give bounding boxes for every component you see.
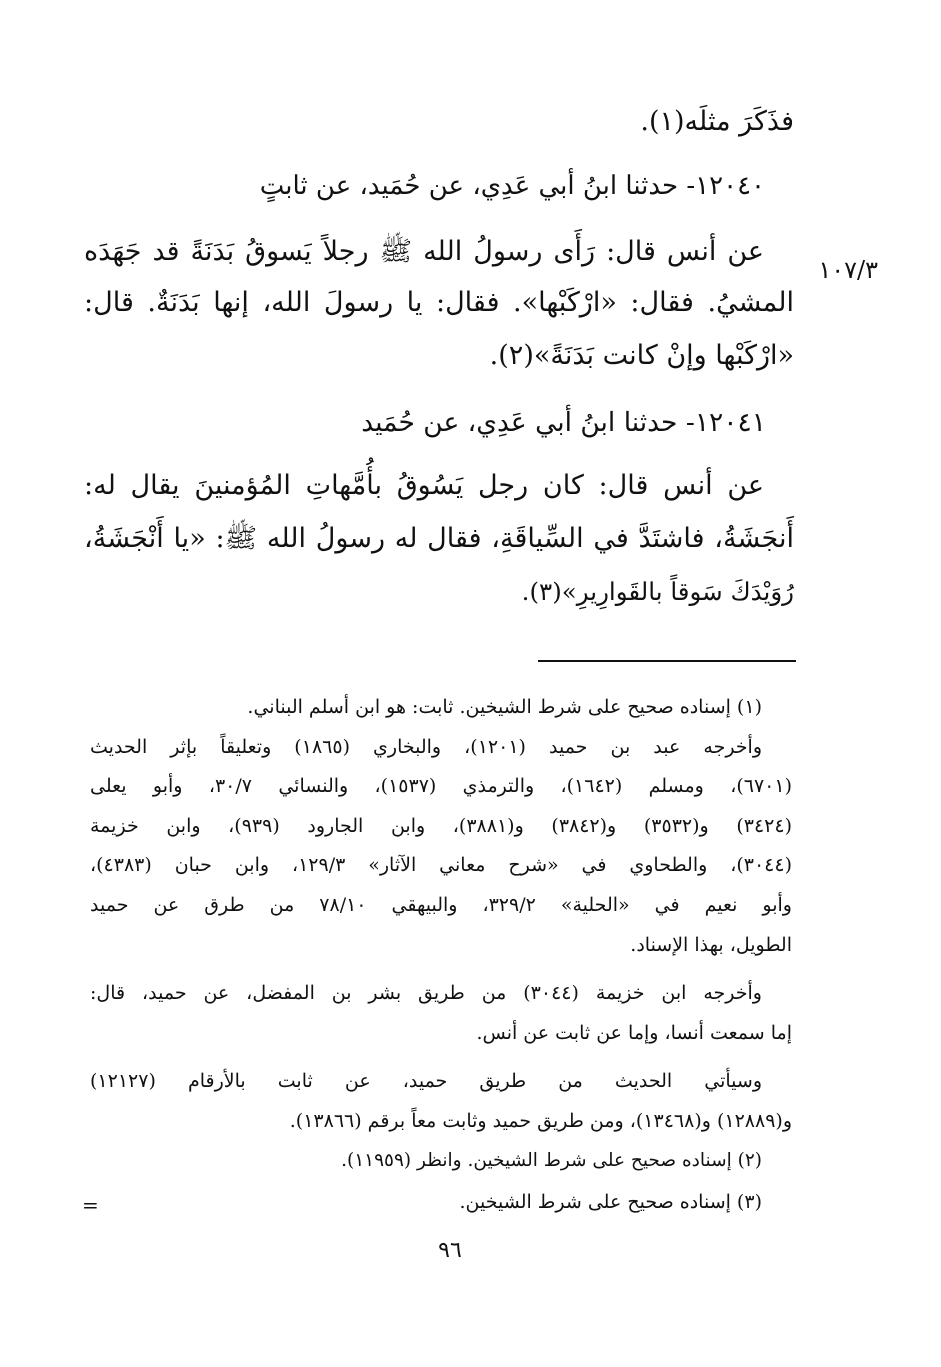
continuation-mark: = — [82, 1193, 99, 1217]
footnote-1: (١) إسناده صحيح على شرط الشيخين. ثابت: هو ابن أسلم البناني. — [247, 696, 762, 718]
footnote-2: (٢) إسناده صحيح على شرط الشيخين. وانظر (١١٩٥٩). — [341, 1150, 762, 1171]
footnote-1-line: (٦٧٠١)، ومسلم (١٦٤٢)، والترمذي (١٥٣٧)، والنسائي ٣٠/٧، وأبو يعلى — [90, 775, 792, 797]
main-text-line: المشيُ. فقال: «ارْكَبْها». فقال: يا رسولَ الله، إنها بَدَنَةٌ. قال: — [84, 287, 794, 318]
footnote-1-line: و(١٢٨٨٩) و(١٣٤٦٨)، ومن طريق حميد وثابت معاً برقم (١٣٨٦٦). — [289, 1110, 792, 1132]
footnote-3: (٣) إسناده صحيح على شرط الشيخين. — [459, 1191, 762, 1213]
margin-volume-page-reference: ١٠٧/٣ — [818, 256, 878, 284]
main-text-line: عن أنس قال: كان رجل يَسُوقُ بأُمَّهاتِ المُؤمنينَ يقال له: — [84, 470, 764, 501]
footnote-1-line: وسيأتي الحديث من طريق حميد، عن ثابت بالأرقام (١٢١٢٧) — [90, 1070, 762, 1092]
main-text-line: عن أنس قال: رَأَى رسولُ الله ﷺ رجلاً يَسوقُ بَدَنَةً قد جَهَدَه — [84, 236, 764, 267]
footnote-1-line: وأبو نعيم في «الحلية» ٣٢٩/٢، والبيهقي ٧٨/١٠ من طرق عن حميد — [90, 894, 792, 916]
main-text-line: «ارْكَبْها وإنْ كانت بَدَنَةً»(٢). — [489, 340, 794, 371]
footnote-1-line: الطويل، بهذا الإسناد. — [630, 934, 792, 956]
page-number: ٩٦ — [438, 1238, 462, 1263]
footnote-1-line: وأخرجه عبد بن حميد (١٢٠١)، والبخاري (١٨٦٥) وتعليقاً بإثر الحديث — [90, 736, 762, 758]
hadith-chain-12041: ١٢٠٤١- حدثنا ابنُ أبي عَدِي، عن حُمَيد — [361, 407, 766, 438]
footnote-1-line: (٣٠٤٤)، والطحاوي في «شرح معاني الآثار» ١٢٩/٣، وابن حبان (٤٣٨٣)، — [90, 854, 792, 876]
footnote-1-line: إما سمعت أنسا، وإما عن ثابت عن أنس. — [476, 1022, 792, 1044]
footnote-separator — [538, 660, 796, 662]
footnote-1-line: (٣٤٢٤) و(٣٥٣٢) و(٣٨٤٢) و(٣٨٨١)، وابن الجارود (٩٣٩)، وابن خزيمة — [90, 815, 792, 837]
hadith-chain-12040: ١٢٠٤٠- حدثنا ابنُ أبي عَدِي، عن حُمَيد، عن ثابتٍ — [259, 171, 765, 201]
footnote-1-line: وأخرجه ابن خزيمة (٣٠٤٤) من طريق بشر بن المفضل، عن حميد، قال: — [90, 982, 762, 1004]
main-text-line: فذَكَرَ مثلَه(١). — [640, 106, 794, 137]
main-text-line: رُوَيْدَكَ سَوقاً بالقَوارِيرِ»(٣). — [521, 577, 794, 606]
main-text-line: أَنجَشَةُ، فاشتَدَّ في السِّياقَةِ، فقال له رسولُ الله ﷺ: «يا أَنْجَشَةُ، — [84, 523, 794, 554]
